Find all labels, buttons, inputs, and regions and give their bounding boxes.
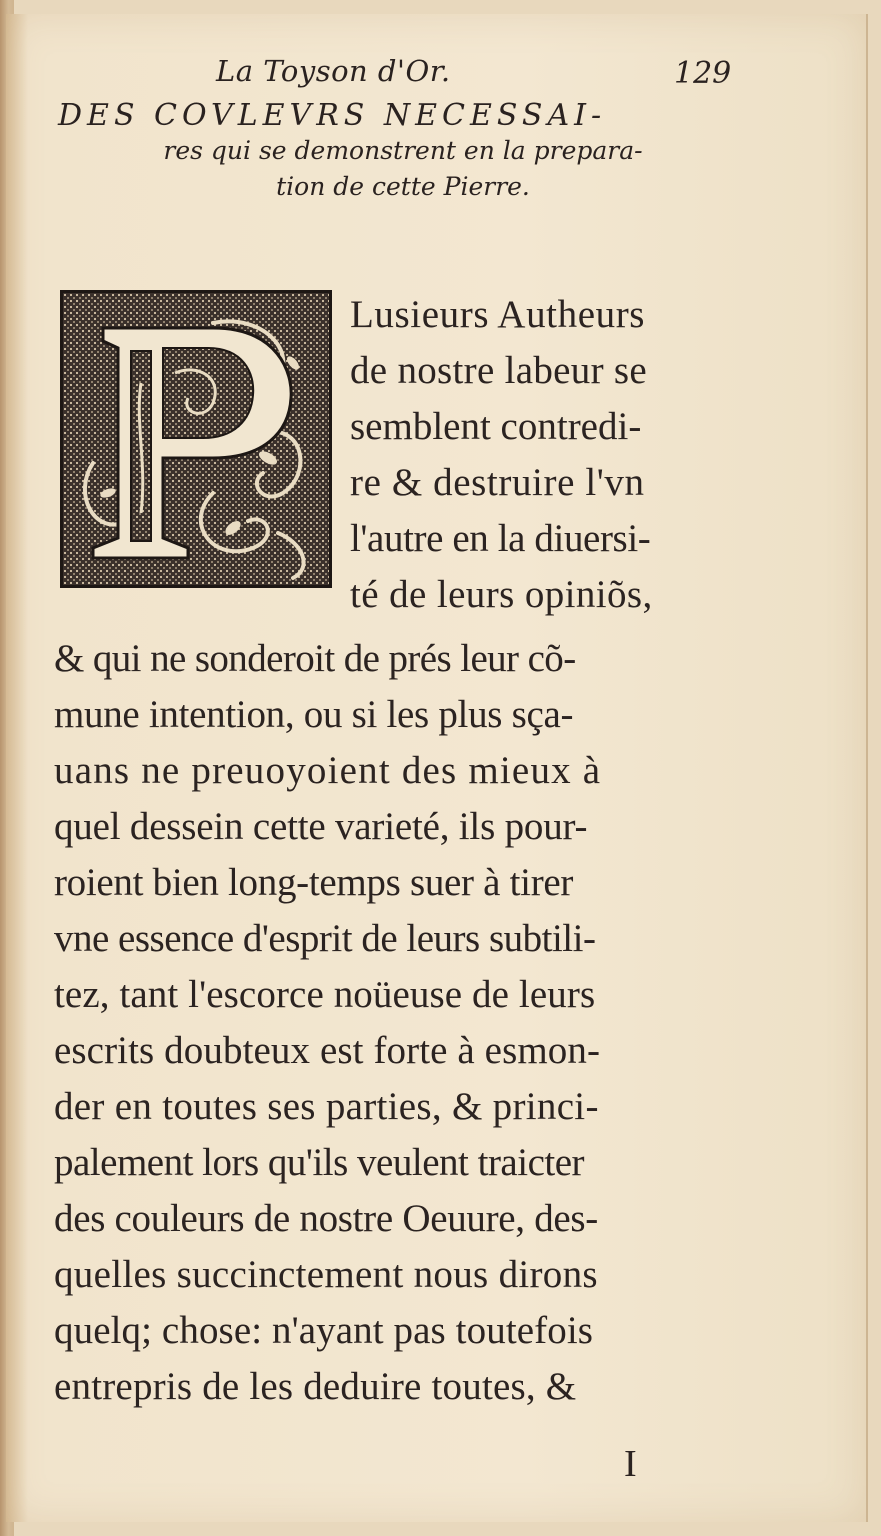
text-line-9: uans ne preuoyoient des mieux à [54, 749, 602, 792]
text-line-14: escrits doubteux est forte à esmon- [54, 1029, 601, 1072]
text-line-19: quelq; chose: n'ayant pas toutefois [54, 1309, 594, 1352]
text-line-8: mune intention, ou si les plus sça- [54, 693, 574, 736]
text-line-3: semblent contredi- [350, 405, 642, 448]
text-line-13: tez, tant l'escorce noüeuse de leurs [54, 973, 596, 1016]
text-line-18: quelles succinctement nous dirons [54, 1253, 598, 1296]
text-line-10: quel dessein cette varieté, ils pour- [54, 805, 588, 848]
text-line-12: vne essence d'esprit de leurs subtili- [54, 917, 596, 960]
heading-line-3: tion de cette Pierre. [276, 172, 530, 201]
ornamental-initial-P-icon [60, 290, 332, 588]
page-number: 129 [674, 56, 732, 91]
text-line-6: té de leurs opiniõs, [350, 573, 653, 616]
text-line-2: de nostre labeur se [350, 349, 648, 392]
text-line-16: palement lors qu'ils veulent traicter [54, 1141, 585, 1184]
text-line-11: roient bien long-temps suer à tirer [54, 861, 574, 904]
text-line-1: Lusieurs Autheurs [350, 293, 646, 336]
text-line-4: re & destruire l'vn [350, 461, 645, 504]
heading-line-2: res qui se demonstrent en la prepara- [163, 136, 643, 165]
book-page [6, 14, 868, 1522]
text-line-15: der en toutes ses parties, & princi- [54, 1085, 599, 1128]
text-line-7: & qui ne sonderoit de prés leur cõ- [54, 637, 576, 680]
running-head: La Toyson d'Or. [216, 54, 451, 88]
heading-line-1: DES COVLEVRS NECESSAI- [58, 98, 607, 133]
text-line-17: des couleurs de nostre Oeuure, des- [54, 1197, 598, 1240]
text-line-5: l'autre en la diuersi- [350, 517, 651, 560]
text-line-20: entrepris de les deduire toutes, & [54, 1365, 577, 1408]
chapter-heading [58, 98, 778, 205]
signature-mark: I [624, 1443, 637, 1485]
